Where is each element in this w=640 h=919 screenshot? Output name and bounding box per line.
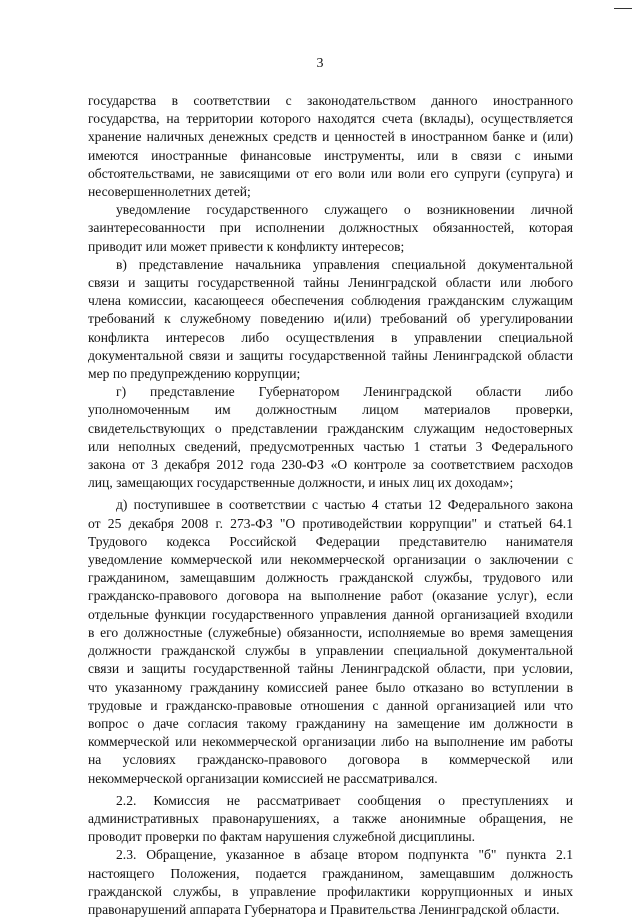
- text-line: требований к служебному поведению и(или) требований об урегулировании: [88, 311, 573, 327]
- text-line: что указанному гражданину комиссией ранее было отказано во вступлении в: [88, 679, 573, 695]
- text-line: 2.2. Комиссия не рассматривает сообщения о преступлениях и: [116, 792, 573, 808]
- text-line: трудовые и гражданско-правовые отношения с данной организацией или что: [88, 697, 573, 713]
- text-line: государства, на территории которого находятся счета (вклады), осуществляется: [88, 111, 573, 127]
- text-line: настоящего Положения, подается гражданином, замещавшим должность: [88, 865, 573, 881]
- text-line: гражданской службы, в управление профилактики коррупционных и иных: [88, 883, 573, 899]
- text-line: 2.3. Обращение, указанное в абзаце втором подпункта "б" пункта 2.1: [116, 847, 573, 863]
- text-line: административных правонарушениях, а также анонимные обращения, не: [88, 810, 573, 826]
- paragraph: [88, 792, 573, 847]
- text-line: некоммерческой организации комиссией не рассматривался.: [88, 770, 438, 786]
- text-line: в) представление начальника управления специальной документальной: [116, 256, 573, 272]
- text-line: правонарушений аппарата Губернатора и Правительства Ленинградской области.: [88, 901, 560, 917]
- paragraph: [88, 201, 573, 256]
- text-line: Трудового кодекса Российской Федерации представителю нанимателя: [88, 533, 573, 549]
- text-line: или неполных сведений, предусмотренных частью 1 статьи 3 Федерального: [88, 438, 573, 454]
- text-line: коммерческой или некоммерческой организации либо на выполнение им работы: [88, 734, 573, 750]
- text-line: от 25 декабря 2008 г. 273-ФЗ "О противодействии коррупции" и статьей 64.1: [88, 515, 573, 531]
- text-line: документальной связи и защиты государственной тайны Ленинградской области: [88, 347, 573, 363]
- paragraph: [88, 846, 573, 919]
- paragraph: [88, 92, 573, 201]
- text-line: г) представление Губернатором Ленинградской области либо: [116, 384, 573, 400]
- text-line: д) поступившее в соответствии с частью 4 статьи 12 Федерального закона: [116, 497, 573, 513]
- document-body: [88, 92, 573, 919]
- text-line: в его должностные (служебные) обязанности, исполняемые во время замещения: [88, 624, 573, 640]
- text-line: государства в соответствии с законодательством данного иностранного: [88, 93, 573, 108]
- text-line: мер по предупреждению коррупции;: [88, 366, 301, 382]
- text-line: закона от 3 декабря 2012 года 230-ФЗ «О контроле за соответствием расходов: [88, 457, 573, 473]
- text-line: уведомление коммерческой или некоммерческой организации о заключении с: [88, 552, 573, 568]
- text-line: проводит проверки по фактам нарушения служебной дисциплины.: [88, 829, 476, 845]
- paragraph: [88, 383, 573, 492]
- text-line: вопрос о даче согласия такому гражданину на замещение им должности в: [88, 715, 573, 731]
- text-line: приводит или может привести к конфликту интересов;: [88, 238, 405, 254]
- corner-mark: [614, 8, 632, 9]
- paragraph: [88, 256, 573, 383]
- text-line: хранение наличных денежных средств и ценностей в иностранном банке и (или): [88, 129, 573, 145]
- text-line: лиц, замещающих государственные должности, и иных лиц их доходам»;: [88, 475, 514, 491]
- text-line: гражданином, замещавшим должность гражданской службы, трудового или: [88, 570, 573, 586]
- text-line: несовершеннолетних детей;: [88, 184, 251, 200]
- text-line: связи и защиты государственной тайны Ленинградской области или любого: [88, 275, 573, 291]
- text-line: свидетельствующих о представлении гражданским служащим недостоверных: [88, 420, 573, 436]
- text-line: обстоятельствами, не зависящими от его воли или воли его супруги (супруга) и: [88, 165, 573, 181]
- text-line: уполномоченным им должностным лицом материалов проверки,: [88, 402, 573, 418]
- text-line: гражданско-правового договора на выполнение работ (оказание услуг), если: [88, 588, 573, 604]
- text-line: отдельные функции государственного управления данной организацией входили: [88, 606, 573, 622]
- text-line: уведомление государственного служащего о возникновении личной: [116, 202, 573, 218]
- text-line: на условиях гражданско-правового договора в коммерческой или: [88, 752, 573, 768]
- text-line: связи и защиты государственной тайны Ленинградской области, при условии,: [88, 661, 573, 677]
- text-line: конфликта интересов либо осуществления в управлении специальной: [88, 329, 573, 345]
- text-line: имеются иностранные финансовые инструменты, или в связи с иными: [88, 147, 573, 163]
- text-line: члена комиссии, касающееся обеспечения соблюдения гражданским служащим: [88, 293, 573, 309]
- page-number: 3: [316, 56, 324, 71]
- text-line: заинтересованности при исполнении должностных обязанностей, которая: [88, 220, 573, 236]
- paragraph: [88, 496, 573, 787]
- text-line: должности гражданской службы в управлении специальной документальной: [88, 643, 573, 659]
